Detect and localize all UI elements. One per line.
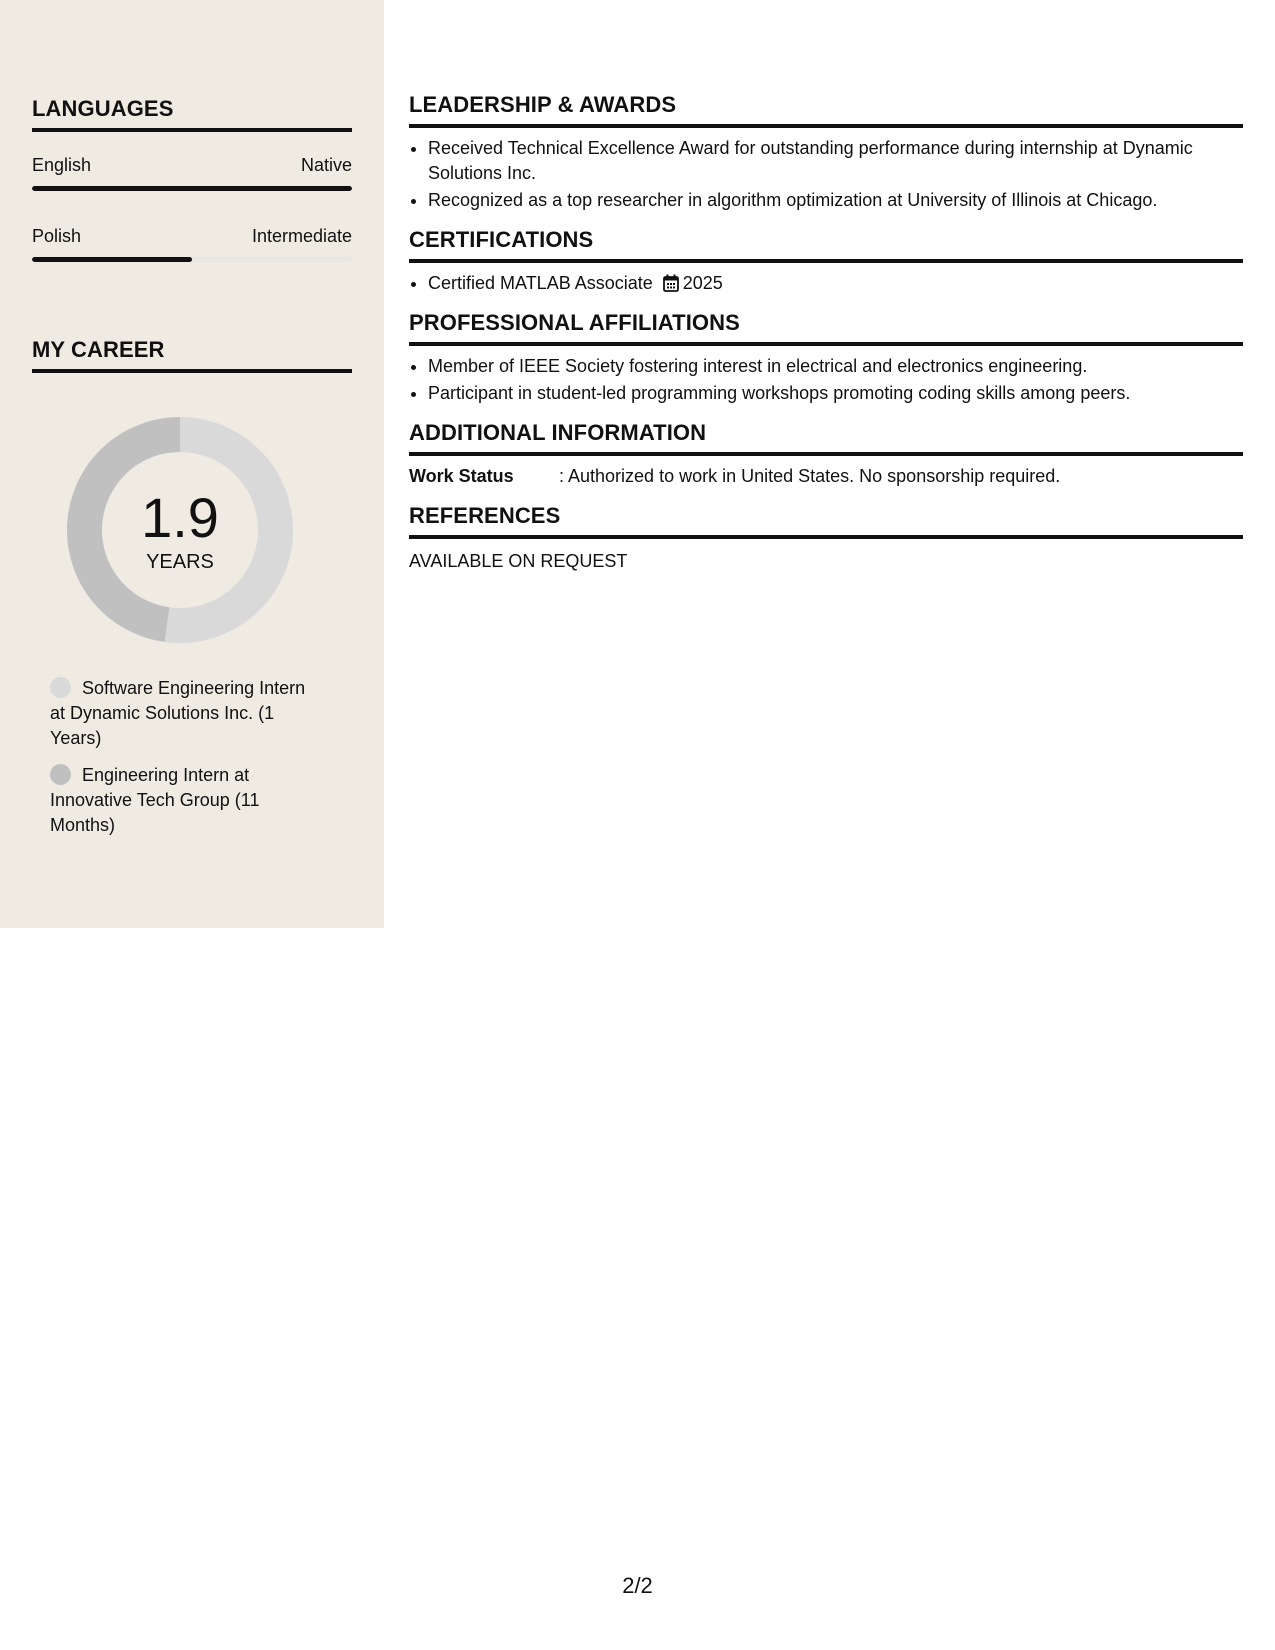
list-item <box>428 271 1243 296</box>
list-item: • Participant in student-led programming workshops promoting coding skills among peers. <box>428 381 1243 406</box>
certification-year: 2025 <box>682 273 723 293</box>
career-heading: MY CAREER <box>32 337 352 373</box>
language-proficiency-fill <box>32 257 192 262</box>
sidebar <box>0 0 384 928</box>
work-status-value: : Authorized to work in United States. No sponsorship required. <box>559 466 1061 486</box>
certifications-list <box>409 271 1243 296</box>
certification-name: Certified MATLAB Associate <box>428 273 653 293</box>
legend-label: Software Engineering Intern at Dynamic Solutions Inc. (1 Years) <box>50 678 306 748</box>
languages-section <box>32 96 352 262</box>
leadership-heading: LEADERSHIP & AWARDS <box>409 92 1243 128</box>
page-number: 2/2 <box>622 1573 653 1598</box>
language-name: Polish <box>32 226 82 246</box>
language-entry-english <box>32 154 352 191</box>
list-item: • Received Technical Excellence Award for outstanding performance during internship at Dynamic Solutions Inc. <box>428 136 1243 186</box>
legend-dot <box>50 677 71 698</box>
work-status-row <box>409 464 1243 489</box>
career-total-unit: YEARS <box>146 551 214 573</box>
career-section <box>32 337 352 373</box>
leadership-section <box>409 92 1243 213</box>
references-text: AVAILABLE ON REQUEST <box>409 551 628 571</box>
additional-info-section <box>409 420 1243 489</box>
legend-dot <box>50 764 71 785</box>
certifications-section <box>409 227 1243 296</box>
references-heading: REFERENCES <box>409 503 1243 539</box>
legend-item <box>50 763 320 838</box>
language-level: Intermediate <box>251 226 352 246</box>
affiliations-section <box>409 310 1243 406</box>
language-row <box>32 154 352 176</box>
language-proficiency-bar <box>32 186 352 191</box>
certification-date <box>663 273 723 293</box>
donut-center <box>66 416 294 644</box>
legend-item <box>50 676 320 751</box>
leadership-list <box>409 136 1243 213</box>
language-row <box>32 225 352 247</box>
languages-heading: LANGUAGES <box>32 96 352 132</box>
language-entry-polish <box>32 225 352 262</box>
certifications-heading: CERTIFICATIONS <box>409 227 1243 263</box>
language-name: English <box>32 155 92 175</box>
career-donut-chart <box>66 416 294 644</box>
calendar-icon <box>663 274 679 292</box>
affiliations-list <box>409 354 1243 406</box>
career-legend <box>50 676 320 850</box>
main-column <box>409 92 1243 588</box>
language-level: Native <box>300 155 352 175</box>
legend-label: Engineering Intern at Innovative Tech Group (11 Months) <box>50 765 260 835</box>
language-proficiency-fill <box>32 186 352 191</box>
list-item: • Member of IEEE Society fostering interest in electrical and electronics engineering. <box>428 354 1243 379</box>
career-total-value: 1.9 <box>141 486 219 549</box>
affiliations-heading: PROFESSIONAL AFFILIATIONS <box>409 310 1243 346</box>
work-status-label: Work Status <box>409 466 514 486</box>
additional-info-heading: ADDITIONAL INFORMATION <box>409 420 1243 456</box>
language-proficiency-bar <box>32 257 352 262</box>
list-item: • Recognized as a top researcher in algorithm optimization at University of Illinois at Chicago. <box>428 188 1243 213</box>
references-section <box>409 503 1243 574</box>
